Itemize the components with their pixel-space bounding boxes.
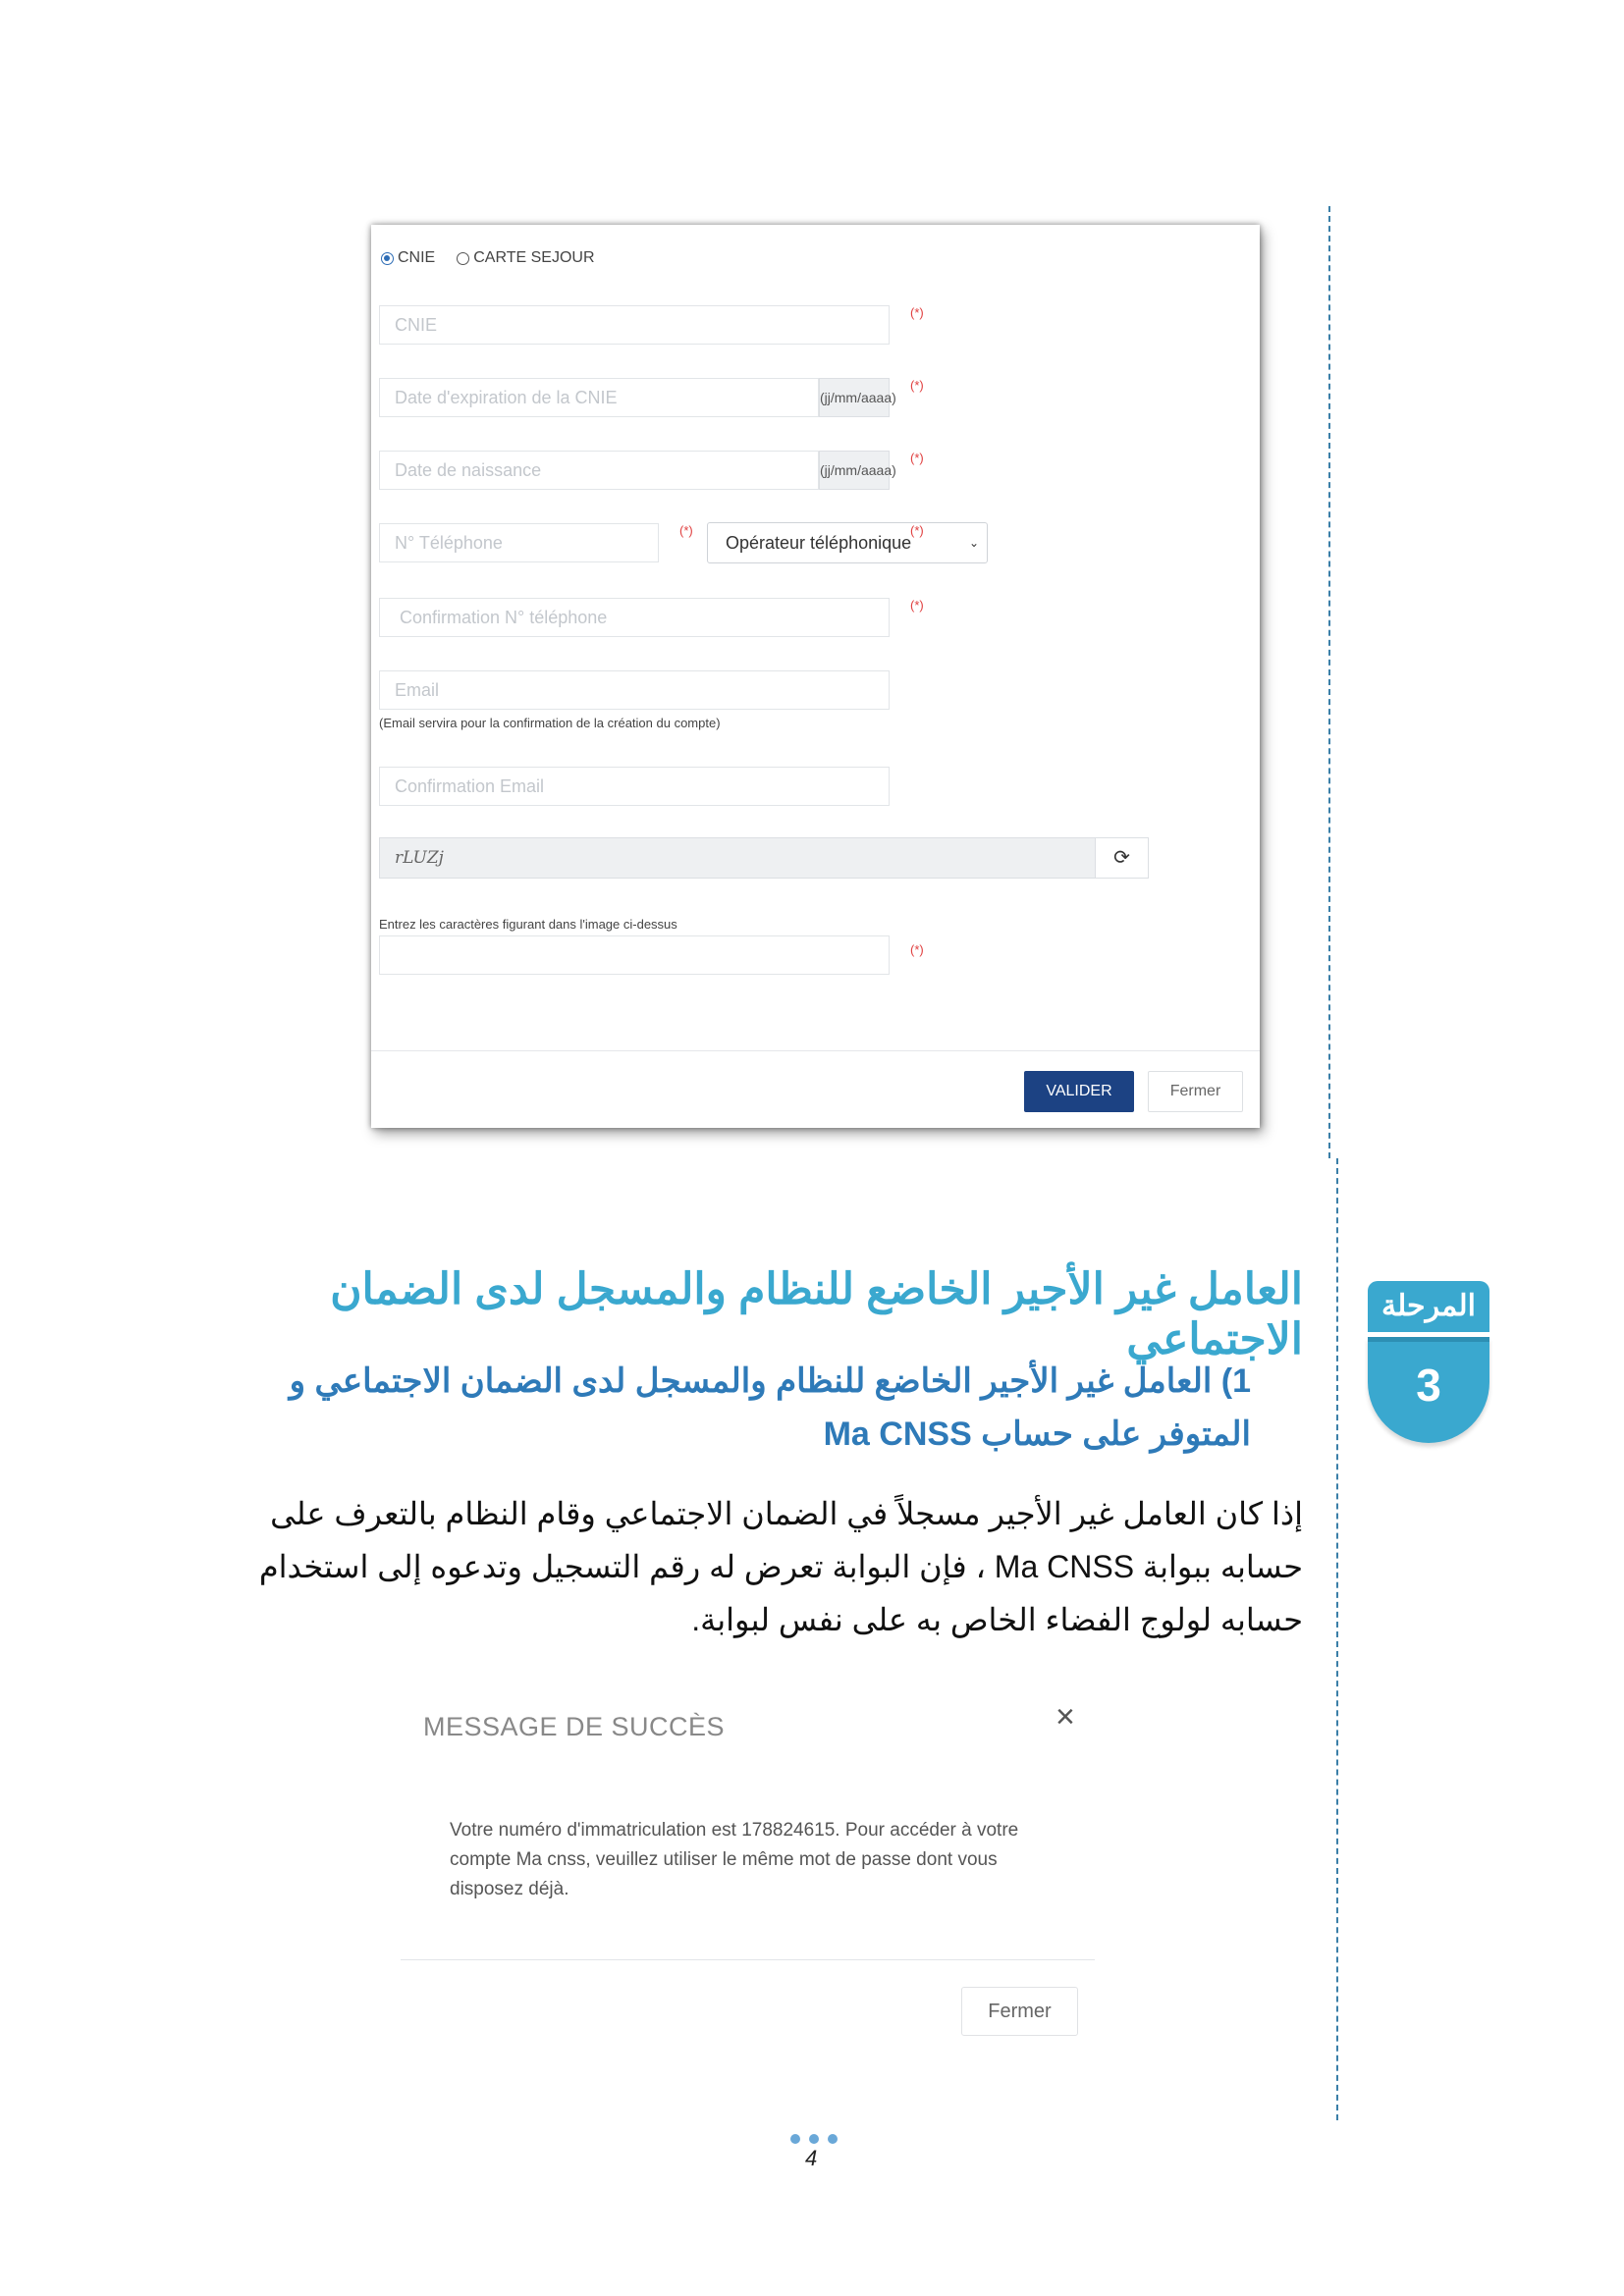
required-marker: (*) — [910, 305, 924, 320]
radio-cnie-label: CNIE — [398, 249, 436, 266]
operator-select[interactable] — [707, 522, 988, 563]
email-input[interactable]: Email — [379, 670, 890, 710]
required-marker: (*) — [910, 598, 924, 613]
page-dots-ornament — [790, 2134, 838, 2144]
radio-selected-icon — [381, 252, 394, 265]
required-marker: (*) — [910, 523, 924, 538]
email-confirm-input[interactable]: Confirmation Email — [379, 767, 890, 806]
captcha-input[interactable] — [379, 935, 890, 975]
radio-unselected-icon — [457, 252, 469, 265]
success-modal-message: Votre numéro d'immatriculation est 178824615. Pour accéder à votre compte Ma cnss, veuillez utiliser le même mot de passe dont vous disposez déjà. — [450, 1820, 1019, 1899]
form-footer-divider — [371, 1050, 1260, 1051]
radio-carte-sejour-label: CARTE SEJOUR — [473, 249, 595, 266]
required-marker: (*) — [910, 451, 924, 465]
success-modal-title: MESSAGE DE SUCCÈS — [423, 1712, 726, 1741]
modal-footer-divider — [401, 1959, 1095, 1960]
refresh-icon[interactable]: ⟳ — [1095, 837, 1149, 879]
section-heading: العامل غير الأجير الخاضع للنظام والمسجل لدى الضمان الاجتماعي — [330, 1265, 1303, 1363]
required-marker: (*) — [910, 378, 924, 393]
stage-label: المرحلة — [1368, 1281, 1489, 1332]
valider-button[interactable]: VALIDER — [1024, 1071, 1134, 1112]
phone-confirm-input[interactable]: Confirmation N° téléphone — [379, 598, 890, 637]
stage-number: 3 — [1368, 1337, 1489, 1443]
cnie-input[interactable]: CNIE — [379, 305, 890, 345]
operator-select-value: Opérateur téléphonique — [726, 533, 912, 553]
id-type-radio-group — [381, 249, 595, 267]
phone-input[interactable]: N° Téléphone — [379, 523, 659, 562]
section-subheading: 1) العامل غير الأجير الخاضع للنظام والمسجل لدى الضمان الاجتماعي و المتوفر على حساب Ma CNSS — [289, 1362, 1251, 1453]
captcha-image: rLUZj — [379, 837, 1096, 879]
cnie-expiry-input[interactable]: Date d'expiration de la CNIE — [379, 378, 819, 417]
registration-form-screenshot — [371, 225, 1260, 1128]
section-paragraph: إذا كان العامل غير الأجير مسجلاً في الضمان الاجتماعي وقام النظام بالتعرف على حسابه ببوابة Ma CNSS ، فإن البوابة تعرض له رقم التسجيل وتدعوه إلى استخدام حسابه لولوج الفضاء الخاص به على نفس لبوابة. — [258, 1496, 1303, 1637]
radio-cnie[interactable] — [381, 249, 435, 267]
date-format-addon: (jj/mm/aaaa) — [819, 378, 890, 417]
email-hint: (Email servira pour la confirmation de la création du compte) — [379, 716, 721, 730]
date-format-addon: (jj/mm/aaaa) — [819, 451, 890, 490]
radio-carte-sejour[interactable] — [457, 249, 594, 267]
required-marker: (*) — [679, 523, 693, 538]
close-icon[interactable]: × — [1056, 1698, 1075, 1735]
fermer-button[interactable]: Fermer — [1148, 1071, 1243, 1112]
dashed-divider — [1336, 1158, 1338, 2120]
required-marker: (*) — [910, 942, 924, 957]
birth-date-input[interactable]: Date de naissance — [379, 451, 819, 490]
dashed-divider — [1328, 206, 1330, 1158]
captcha-hint: Entrez les caractères figurant dans l'image ci-dessus — [379, 917, 677, 932]
chevron-down-icon: ⌄ — [968, 536, 979, 550]
modal-fermer-button[interactable]: Fermer — [961, 1987, 1078, 2036]
page-number: 4 — [805, 2146, 818, 2170]
